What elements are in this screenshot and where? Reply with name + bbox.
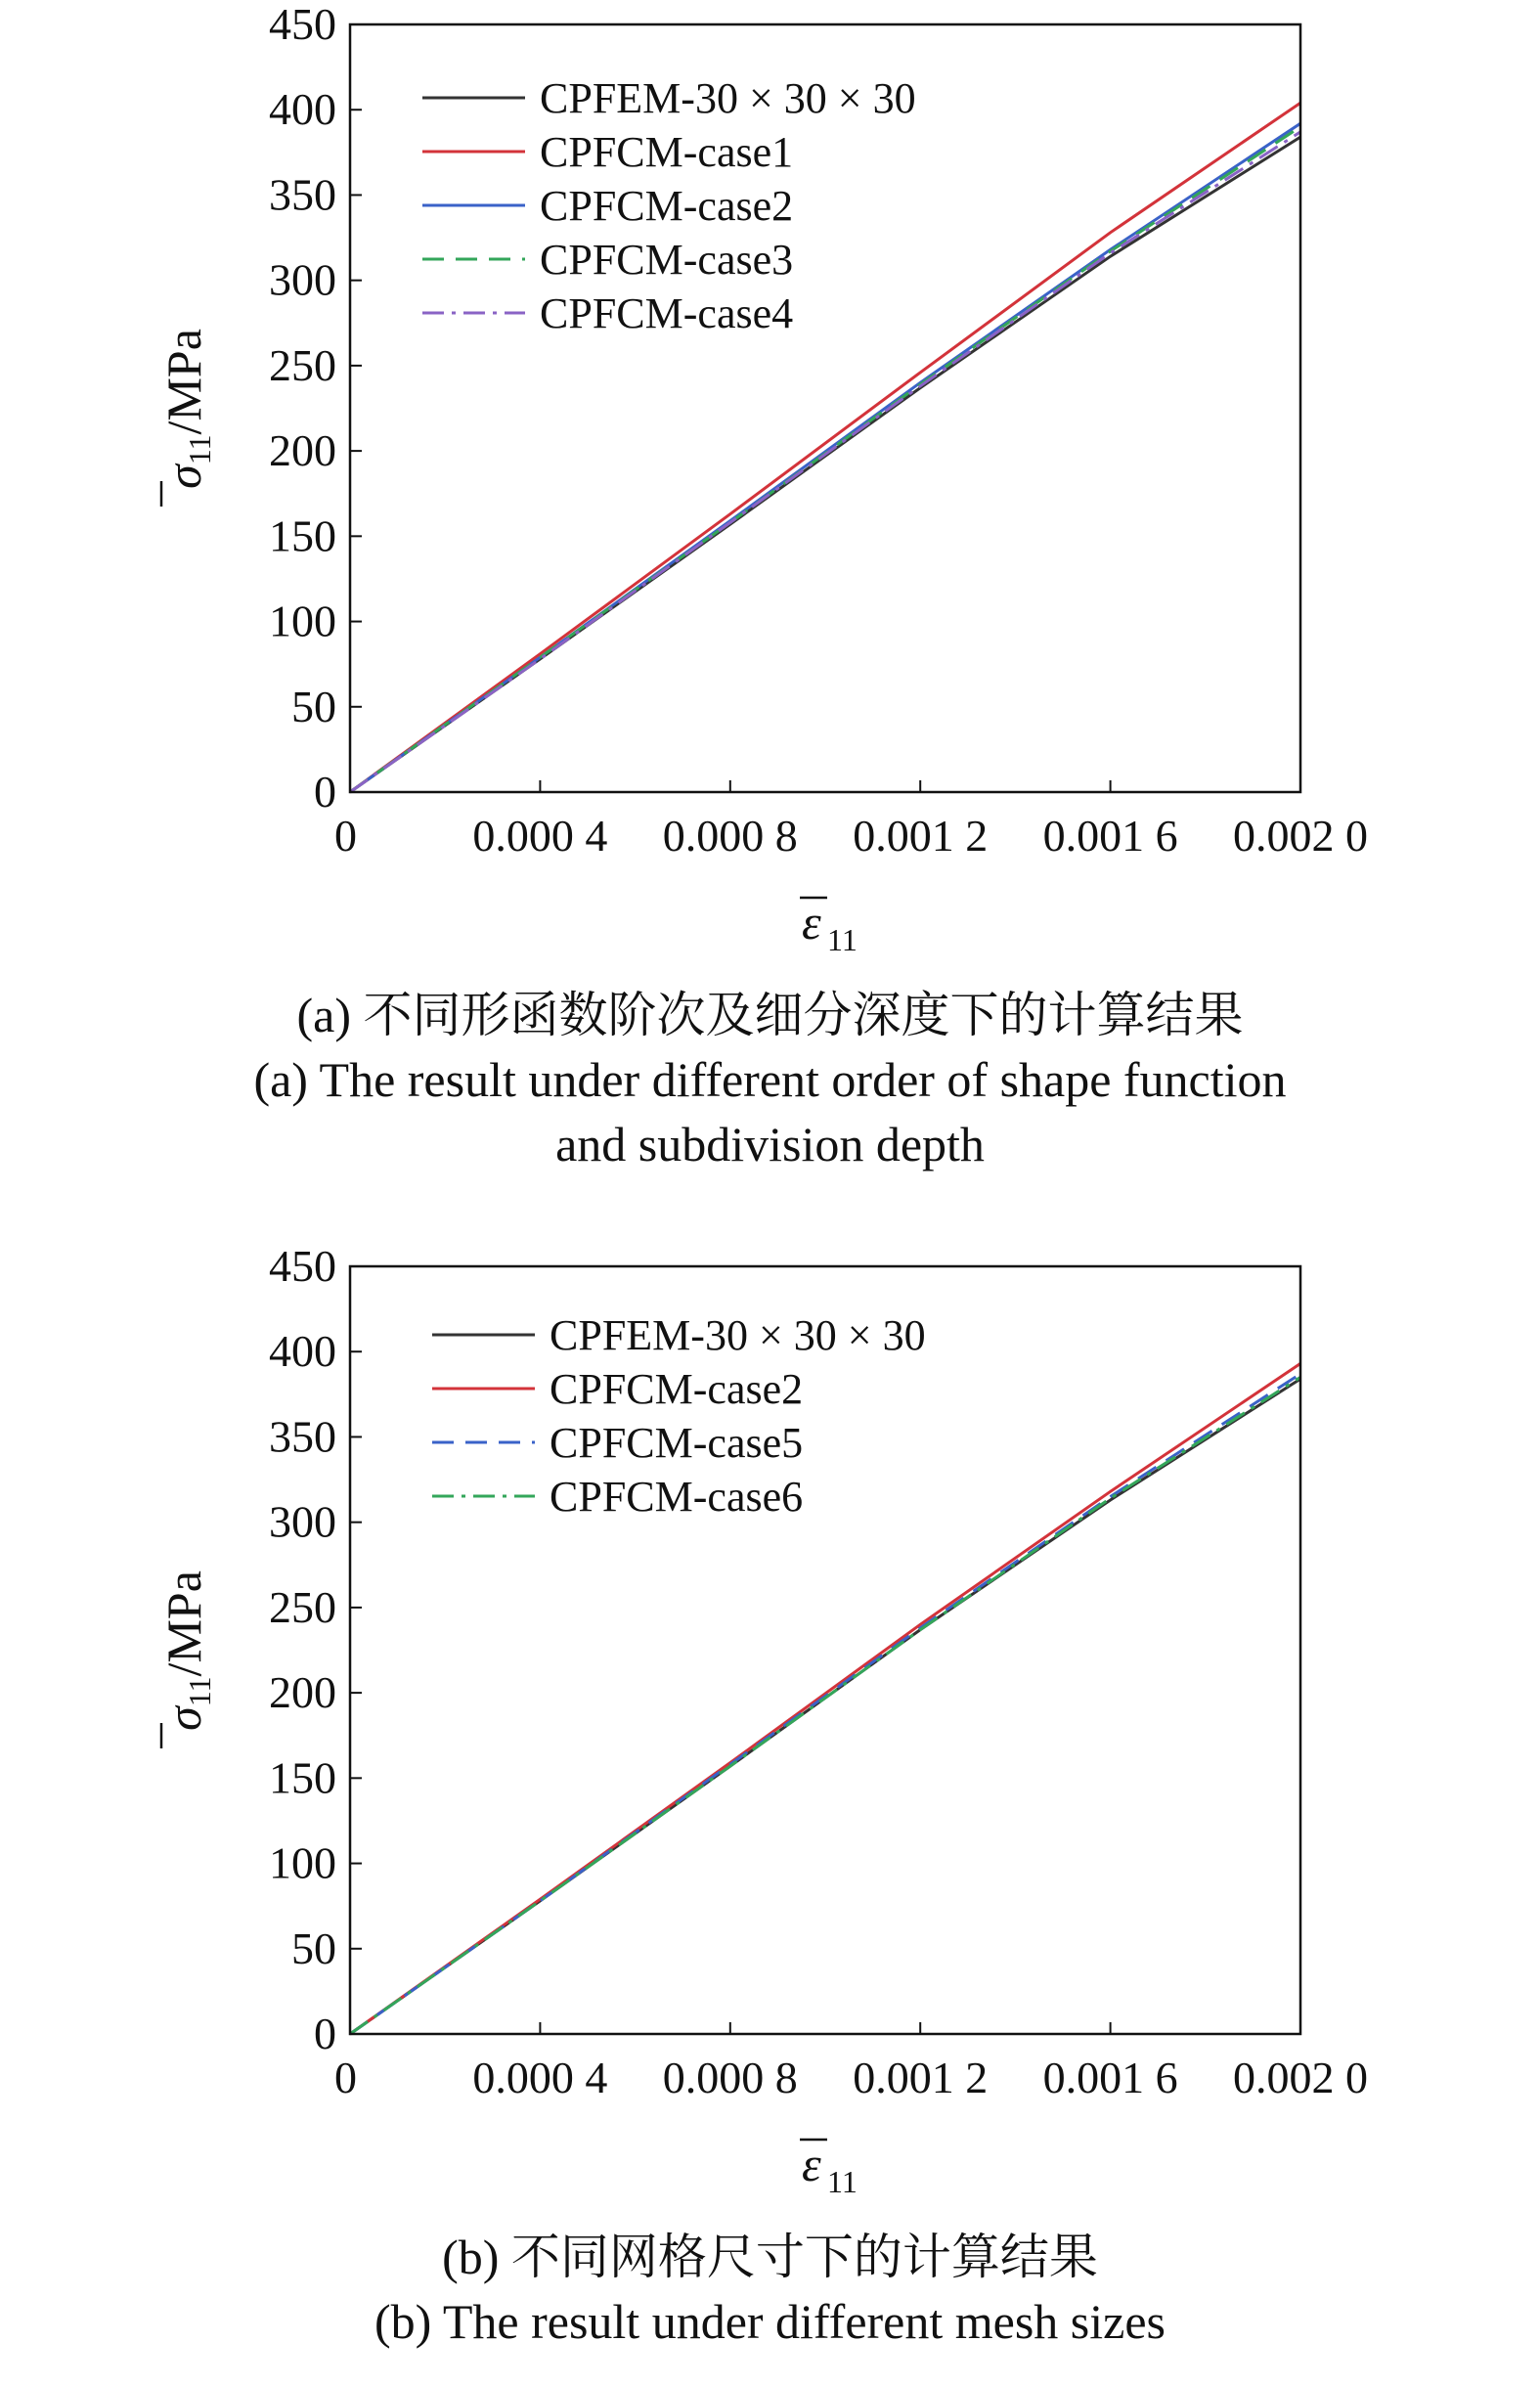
- series-line-5: [350, 132, 1300, 792]
- legend-label-2: CPFCM-case2: [550, 1365, 804, 1413]
- x-tick-label: 0.002 0: [1233, 811, 1368, 861]
- legend-label-3: CPFCM-case5: [550, 1419, 804, 1467]
- y-tick-label: 400: [269, 1326, 336, 1377]
- caption-cn-a: (a) 不同形函数阶次及细分深度下的计算结果: [296, 988, 1244, 1042]
- plot-frame: [350, 1266, 1300, 2034]
- y-axis-label: [156, 329, 217, 507]
- y-tick-label: 200: [269, 425, 336, 476]
- y-tick-label: 450: [269, 1242, 336, 1291]
- y-tick-label: 150: [269, 1752, 336, 1803]
- x-axis-label: ε: [802, 895, 821, 950]
- caption-cn-b: (b) 不同网格尺寸下的计算结果: [442, 2230, 1098, 2284]
- y-axis-label: [156, 1570, 217, 1748]
- legend-label-4: CPFCM-case6: [550, 1473, 804, 1521]
- y-tick-label: 50: [291, 681, 336, 731]
- x-tick-label: 0.001 2: [853, 811, 989, 861]
- y-tick-label: 100: [269, 1837, 336, 1888]
- chart-b: [0, 1242, 1540, 2220]
- y-axis-label-text: $\sigma_{11}$/MPa: [156, 329, 217, 489]
- chart-a: [0, 0, 1540, 978]
- x-tick-label: 0: [334, 2053, 357, 2102]
- y-tick-label: 150: [269, 510, 336, 561]
- y-tick-label: 400: [269, 84, 336, 135]
- x-axis-label: ε: [802, 2137, 821, 2191]
- x-tick-label: 0.001 2: [853, 2053, 989, 2102]
- legend: [422, 74, 916, 337]
- series-line-4: [350, 1377, 1300, 2034]
- legend-label-1: CPFEM-30 × 30 × 30: [540, 74, 916, 122]
- legend-label-1: CPFEM-30 × 30 × 30: [550, 1311, 926, 1359]
- x-tick-label: 0.001 6: [1042, 2053, 1178, 2102]
- figure-b: [0, 1242, 1540, 2386]
- y-tick-label: 250: [269, 1581, 336, 1632]
- x-axis-label-sub: 11: [827, 2164, 858, 2199]
- y-tick-label: 0: [314, 2009, 336, 2058]
- y-tick-label: 250: [269, 339, 336, 390]
- y-tick-label: 450: [269, 0, 336, 49]
- y-tick-label: 50: [291, 1922, 336, 1973]
- x-tick-label: 0.002 0: [1233, 2053, 1368, 2102]
- legend-label-4: CPFCM-case3: [540, 236, 794, 284]
- x-tick-label: 0.000 4: [472, 811, 608, 861]
- caption-en-b-line1: (b) The result under different mesh sizes: [374, 2294, 1166, 2349]
- plot-frame: [350, 24, 1300, 792]
- x-tick-label: 0: [334, 811, 357, 861]
- y-tick-label: 300: [269, 254, 336, 305]
- x-tick-label: 0.000 4: [472, 2053, 608, 2102]
- series-group: [350, 1363, 1300, 2034]
- legend-label-3: CPFCM-case2: [540, 182, 794, 230]
- x-tick-label: 0.000 8: [662, 811, 798, 861]
- legend: [432, 1311, 926, 1521]
- x-tick-label: 0.001 6: [1042, 811, 1178, 861]
- legend-label-5: CPFCM-case4: [540, 289, 794, 337]
- y-tick-label: 350: [269, 1411, 336, 1462]
- y-tick-label: 100: [269, 596, 336, 646]
- y-tick-label: 300: [269, 1496, 336, 1547]
- caption-en-a-line2: and subdivision depth: [555, 1117, 985, 1171]
- x-axis-label-sub: 11: [827, 922, 858, 957]
- y-tick-label: 0: [314, 767, 336, 817]
- y-axis-label-text: $\sigma_{11}$/MPa: [156, 1570, 217, 1731]
- y-tick-label: 200: [269, 1667, 336, 1718]
- caption-en-a-line1: (a) The result under different order of shape function: [253, 1052, 1287, 1107]
- legend-label-2: CPFCM-case1: [540, 128, 794, 176]
- y-tick-label: 350: [269, 169, 336, 220]
- x-tick-label: 0.000 8: [662, 2053, 798, 2102]
